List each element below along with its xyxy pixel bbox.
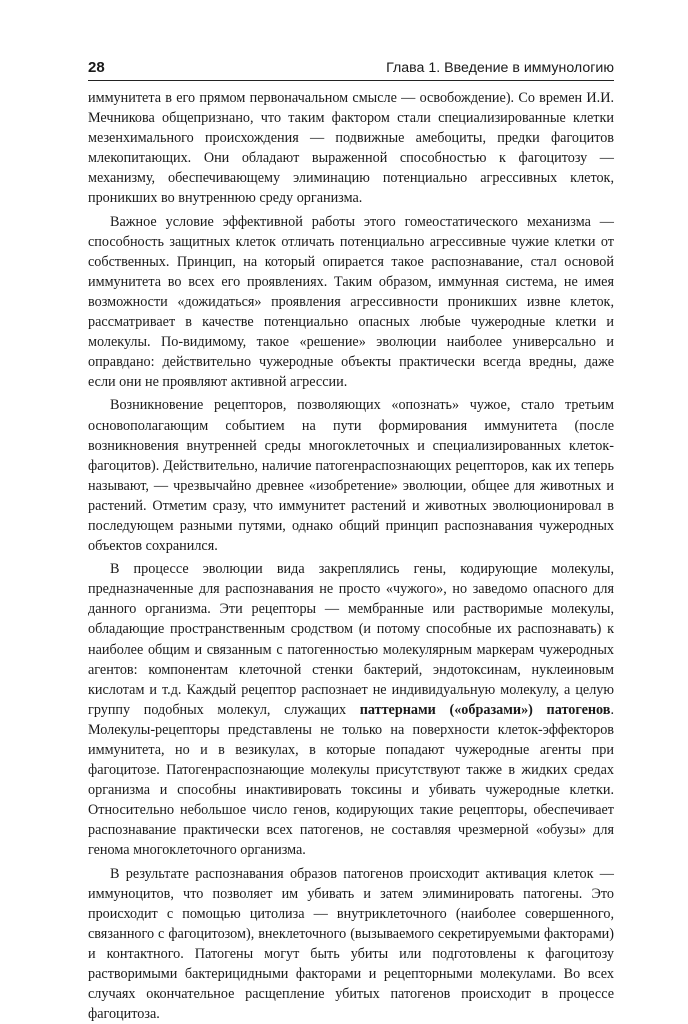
page-number: 28 [88,59,105,76]
paragraph: Важное условие эффективной работы этого гомеостатического механизма — способность защитных клеток отличать потенциально агрессивные чужие клетки от собственных. Принцип, на который опирается такое распознавание, стал основой иммунитета во всех его проявлениях. Таким образом, иммунная система, не имея возможности «дожидаться» проявления агрессивности проникших извне клеток, рассматривает в качестве потенциально опасных любые чужеродные клетки и молекулы. По-видимому, такое «решение» эволюции наиболее универсально и оправдано: действительно чужеродные объекты практически всегда вредны, даже если они не проявляют активной агрессии. [88,213,614,391]
paragraph-text: . Молекулы-рецепторы представлены не только на поверхности клеток-эффекторов иммунитета, но и в везикулах, в которые попадают чужеродные агенты при фагоцитозе. Патогенраспознающие молекулы присутствуют также в жидких средах организма и способны инактивировать токсины и убивать чужеродные клетки. Относительно небольшое число генов, кодирующих такие рецепторы, обеспечивает распознавание практически всех патогенов, не составляя чрезмерной «обузы» для генома многоклеточного организма. [88,701,614,859]
running-header [88,50,614,78]
paragraph [88,559,614,860]
paragraph: иммунитета в его прямом первоначальном смысле — освобождение). Со времен И.И. Мечникова общепризнано, что таким фактором стали специализированные клетки мезенхимального происхождения — подвижные амебоциты, предки фагоцитов млекопитающих. Они обладают выраженной способностью к фагоцитозу — механизму, обеспечивающему элиминацию потенциально агрессивных клеток, проникших во внутреннюю среду организма. [88,90,614,207]
body-text [88,88,614,1024]
paragraph: Возникновение рецепторов, позволяющих «опознать» чужое, стало третьим основополагающим событием на пути формирования иммунитета (после возникновения внутренней среды многоклеточных и специализированных клеток-фагоцитов). Действительно, наличие патогенраспознающих рецепторов, как их теперь называют, — чрезвычайно древнее «изобретение» эволюции, общее для животных и растений. Отметим сразу, что иммунитет растений и животных эволюционировал в последующем разными путями, однако общий принцип распознавания чужеродных объектов сохранился. [88,397,614,555]
paragraph-text: В процессе эволюции вида закреплялись гены, кодирующие молекулы, предназначенные для распознавания не просто «чужого», но заведомо опасного для данного организма. Эти рецепторы — мембранные или растворимые молекулы, обладающие пространственным сродством (и потому способные их распознавать) к наиболее общим и связанным с патогенностью молекулярным маркерам чужеродных агентов: компонентам клеточной стенки бактерий, эндотоксинам, нуклеиновым кислотам и т.д. Каждый рецептор распознает не индивидуальную молекулу, а целую группу подобных молекул, служащих [88,561,614,718]
bold-term: паттернами («образами») патогенов [359,701,611,718]
header-rule [88,80,614,81]
chapter-title: Глава 1. Введение в иммунологию [386,60,614,76]
paragraph: В результате распознавания образов патогенов происходит активация клеток — иммуноцитов, что позволяет им убивать и затем элиминировать патогены. Это происходит с помощью цитолиза — внутриклеточного (наиболее совершенного, связанного с фагоцитозом), внеклеточного (вызываемого секретируемыми факторами) и контактного. Патогены могут быть убиты или подготовлены к фагоцитозу растворимыми бактерицидными факторами и рецепторными молекулами. Во всех случаях окончательное расщепление убитых патогенов происходит в процессе фагоцитоза. [88,865,614,1023]
